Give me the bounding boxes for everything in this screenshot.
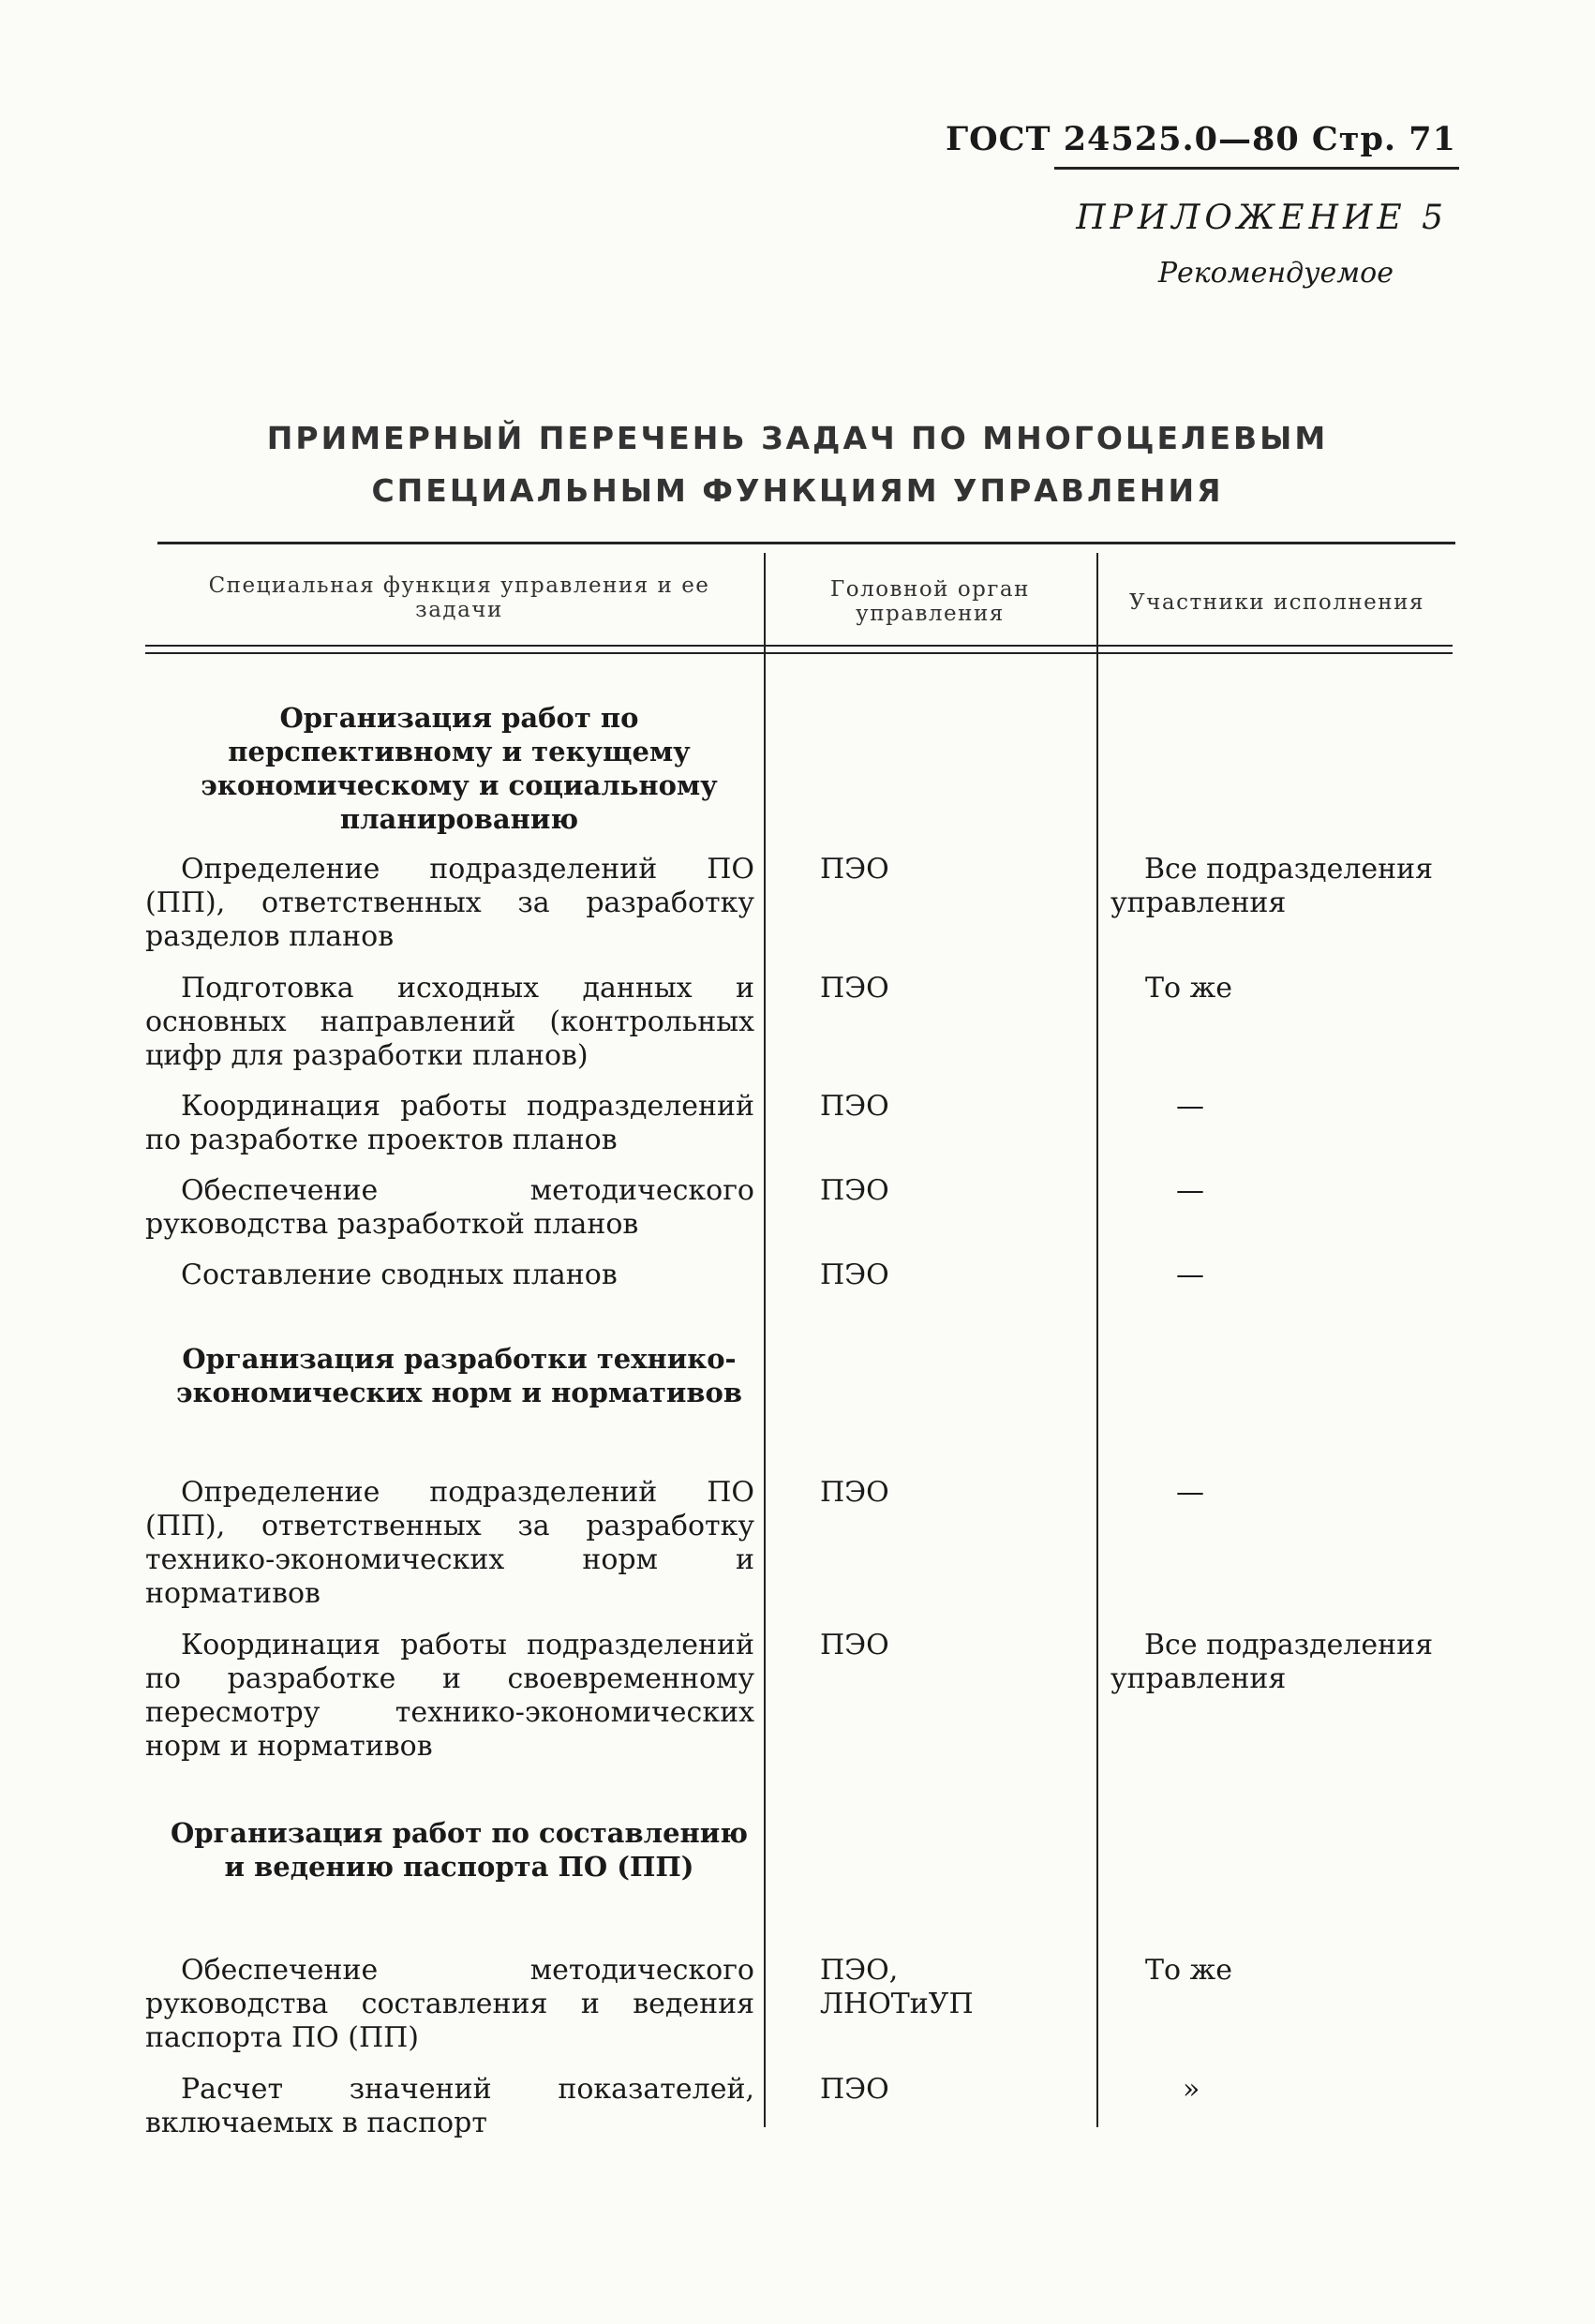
table-row-head: ПЭО [820, 1259, 889, 1291]
document-title [0, 412, 1595, 517]
table-row-participants: То же [1145, 972, 1232, 1005]
table-row-participants: — [1176, 1476, 1204, 1509]
table-row-head: ПЭО [820, 1174, 889, 1207]
table-row-participants: — [1176, 1090, 1204, 1123]
table-row-participants: Все подразделения управления [1111, 853, 1434, 919]
table-row-task: Определение подразделений ПО (ПП), ответственных за разработку технико-экономических норм и нормативов [145, 1476, 754, 1610]
column-header-head-organ: Головной орган управления [830, 577, 1030, 626]
table-row-participants: — [1176, 1259, 1204, 1291]
table-row-head: ПЭО [820, 1090, 889, 1123]
table-row-head: ПЭО, ЛНОТиУП [820, 1954, 974, 2020]
table-row-head: ПЭО [820, 1476, 889, 1509]
column-divider-2 [1096, 553, 1098, 2127]
table-header-rule [145, 645, 1453, 647]
appendix-label: ПРИЛОЖЕНИЕ 5 [1076, 199, 1448, 237]
table-row-task: Составление сводных планов [181, 1259, 618, 1291]
table-row-participants: — [1176, 1174, 1204, 1207]
column-divider-1 [764, 553, 766, 2127]
table-row-task: Координация работы подразделений по разработке и своевременному пересмотру технико-экономических норм и нормативов [145, 1629, 754, 1763]
table-row-head: ПЭО [820, 1629, 889, 1661]
table-row-task: Координация работы подразделений по разработке проектов планов [145, 1090, 754, 1156]
table-row-head: ПЭО [820, 853, 889, 886]
document-title-line-2: СПЕЦИАЛЬНЫМ ФУНКЦИЯМ УПРАВЛЕНИЯ [371, 472, 1224, 509]
column-header-participants: Участники исполнения [1129, 590, 1424, 615]
table-row-task: Обеспечение методического руководства разработкой планов [145, 1174, 754, 1241]
column-header-function: Специальная функция управления и ее задачи [208, 574, 710, 622]
section-title: Организация работ по перспективному и текущему экономическому и социальному планированию [201, 702, 718, 835]
appendix-status: Рекомендуемое [1157, 257, 1394, 290]
table-top-rule [157, 542, 1455, 544]
table-header-rule-double [145, 652, 1453, 654]
table-row-task: Подготовка исходных данных и основных направлений (контрольных цифр для разработки планов) [145, 972, 754, 1072]
header-rule [1054, 167, 1459, 170]
section-title: Организация разработки технико-экономических норм и нормативов [175, 1343, 743, 1408]
table-row-task: Определение подразделений ПО (ПП), ответственных за разработку разделов планов [145, 853, 754, 953]
table-row-participants: То же [1145, 1954, 1232, 1987]
table-row-head: ПЭО [820, 972, 889, 1005]
table-row-participants: Все подразделения управления [1111, 1629, 1434, 1695]
section-title: Организация работ по составлению и ведению паспорта ПО (ПП) [170, 1817, 748, 1883]
table-row-task: Расчет значений показателей, включаемых в паспорт [145, 2073, 754, 2139]
table-row-task: Обеспечение методического руководства составления и ведения паспорта ПО (ПП) [145, 1954, 754, 2054]
page-header-code: ГОСТ 24525.0—80 Стр. 71 [945, 120, 1456, 158]
table-row-head: ПЭО [820, 2073, 889, 2106]
document-title-line-1: ПРИМЕРНЫЙ ПЕРЕЧЕНЬ ЗАДАЧ ПО МНОГОЦЕЛЕВЫМ [266, 420, 1329, 456]
table-row-participants: » [1183, 2073, 1200, 2106]
